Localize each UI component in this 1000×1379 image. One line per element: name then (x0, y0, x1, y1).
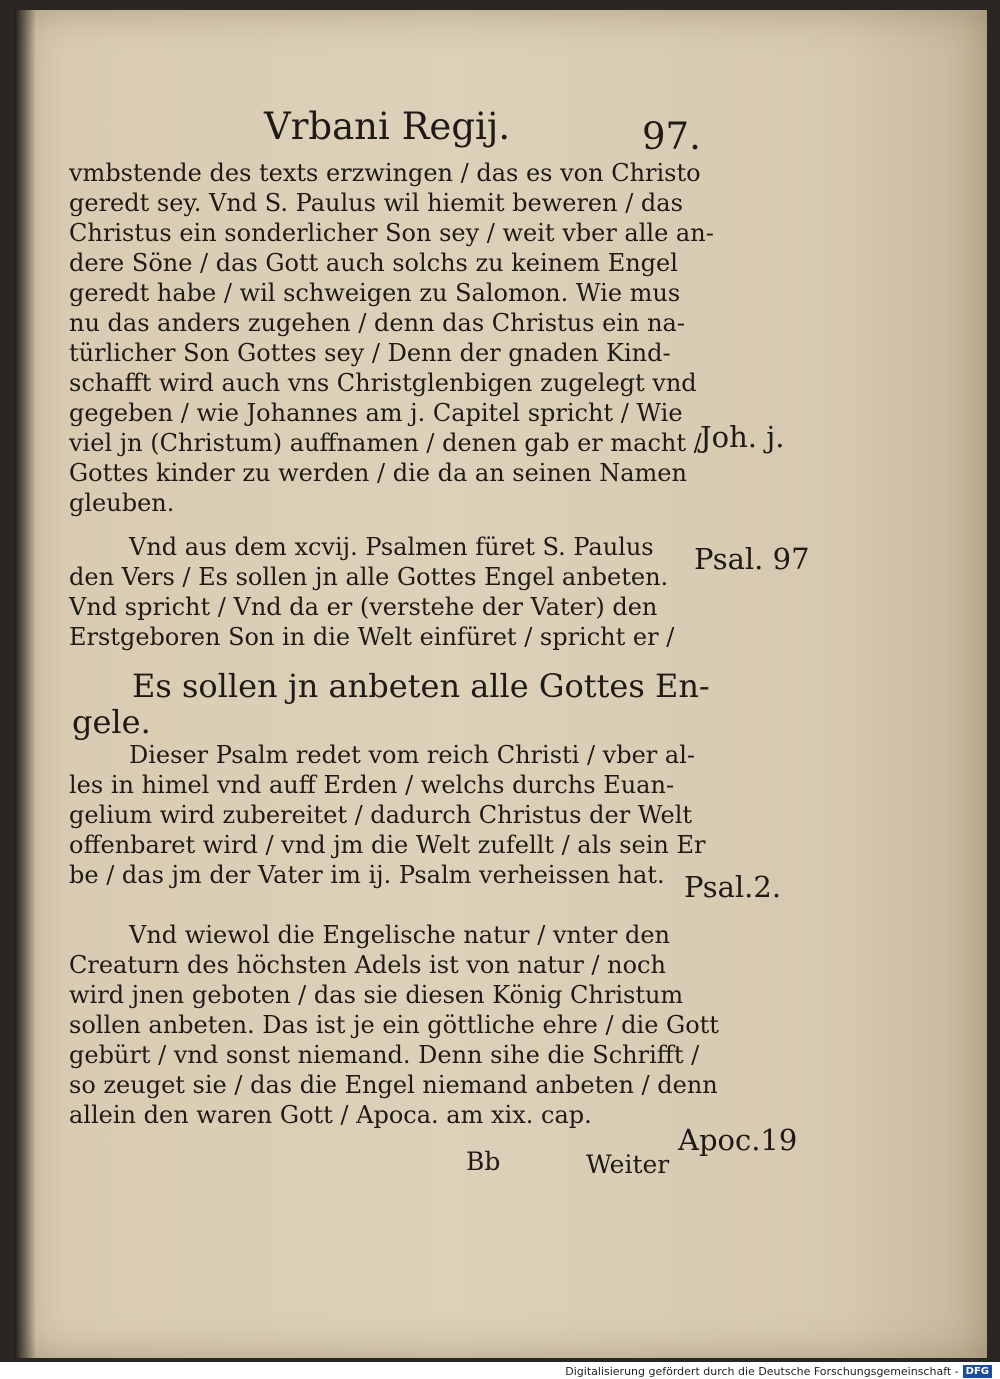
signature-mark: Bb (466, 1147, 501, 1176)
page-number: 97. (642, 115, 701, 158)
dfg-logo: DFG (963, 1365, 992, 1378)
text-line: allein den waren Gott / Apoca. am xix. cap. (69, 1101, 592, 1129)
quotation (72, 668, 712, 740)
text-line: gleuben. (69, 489, 175, 517)
marginal-note: Joh. j. (700, 420, 785, 454)
text-line: Dieser Psalm redet vom reich Christi / vber al- (129, 741, 695, 769)
text-line: gelium wird zubereitet / dadurch Christus der Welt (69, 801, 693, 829)
footer-credit (565, 1365, 992, 1378)
text-line: geredt habe / wil schweigen zu Salomon. Wie mus (69, 279, 681, 307)
paragraph-2 (69, 532, 699, 652)
text-line: dere Söne / das Gott auch solchs zu keinem Engel (69, 249, 678, 277)
text-line: den Vers / Es sollen jn alle Gottes Engel anbeten. (69, 563, 669, 591)
text-line: Vnd aus dem xcvij. Psalmen füret S. Paulus (129, 533, 654, 561)
paragraph-1 (69, 158, 714, 518)
page-gutter-shadow (14, 10, 36, 1358)
quotation-line: gele. (72, 703, 151, 741)
text-line: gegeben / wie Johannes am j. Capitel spricht / Wie (69, 399, 683, 427)
text-line: offenbaret wird / vnd jm die Welt zufellt / als sein Er (69, 831, 706, 859)
catchword: Weiter (586, 1150, 670, 1179)
text-line: Vnd wiewol die Engelische natur / vnter den (129, 921, 670, 949)
text-line: vmbstende des texts erzwingen / das es von Christo (69, 159, 701, 187)
text-line: geredt sey. Vnd S. Paulus wil hiemit beweren / das (69, 189, 683, 217)
text-line: Erstgeboren Son in die Welt einfüret / spricht er / (69, 623, 675, 651)
text-line: Gottes kinder zu werden / die da an seinen Namen (69, 459, 687, 487)
text-line: nu das anders zugehen / denn das Christus ein na- (69, 309, 685, 337)
running-head: Vrbani Regij. (264, 105, 511, 148)
text-line: Creaturn des höchsten Adels ist von natur / noch (69, 951, 666, 979)
paragraph-3 (69, 740, 706, 890)
book-page (14, 10, 987, 1358)
text-line: sollen anbeten. Das ist je ein göttliche ehre / die Gott (69, 1011, 719, 1039)
quotation-line: Es sollen jn anbeten alle Gottes En- (132, 667, 710, 705)
footer-credit-text: Digitalisierung gefördert durch die Deutsche Forschungsgemeinschaft - (565, 1365, 959, 1378)
marginal-note: Psal.2. (684, 870, 782, 904)
text-line: les in himel vnd auff Erden / welchs durchs Euan- (69, 771, 675, 799)
text-line: wird jnen geboten / das sie diesen König Christum (69, 981, 684, 1009)
text-line: gebürt / vnd sonst niemand. Denn sihe die Schrifft / (69, 1041, 700, 1069)
paragraph-4 (69, 920, 719, 1130)
text-line: viel jn (Christum) auffnamen / denen gab er macht / (69, 429, 702, 457)
marginal-note: Apoc.19 (678, 1123, 798, 1157)
text-line: be / das jm der Vater im ij. Psalm verheissen hat. (69, 861, 665, 889)
text-line: türlicher Son Gottes sey / Denn der gnaden Kind- (69, 339, 671, 367)
text-line: schafft wird auch vns Christglenbigen zugelegt vnd (69, 369, 697, 397)
text-line: so zeuget sie / das die Engel niemand anbeten / denn (69, 1071, 718, 1099)
text-line: Vnd spricht / Vnd da er (verstehe der Vater) den (69, 593, 658, 621)
marginal-note: Psal. 97 (694, 542, 810, 576)
text-line: Christus ein sonderlicher Son sey / weit vber alle an- (69, 219, 714, 247)
